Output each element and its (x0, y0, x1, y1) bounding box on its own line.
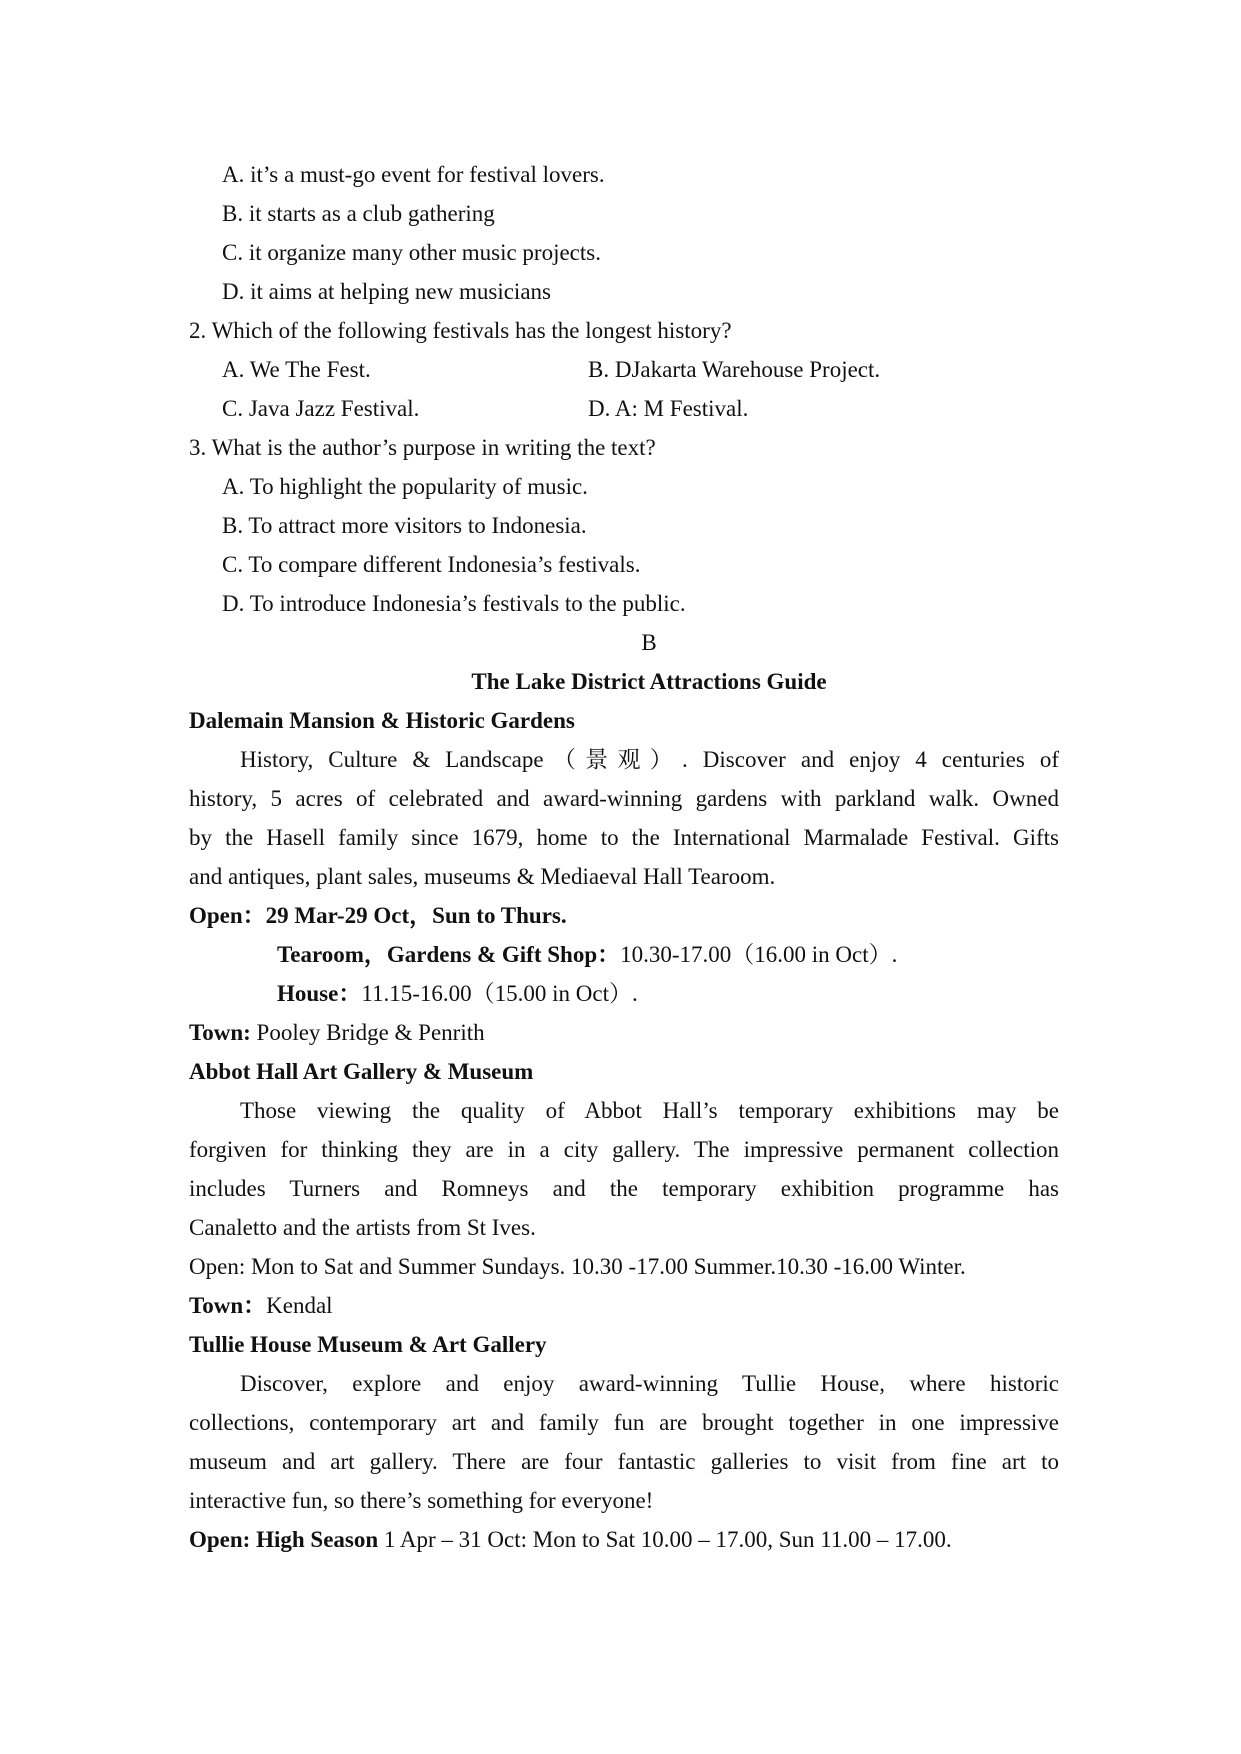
tearoom-label: Tearoom，Gardens & Gift Shop： (277, 942, 621, 967)
q2-option-a: A. We The Fest. (222, 357, 371, 382)
dalemain-open: Open：29 Mar-29 Oct，Sun to Thurs. (189, 903, 567, 928)
tullie-open (189, 1520, 952, 1560)
dalemain-line-3: by the Hasell family since 1679, home to the International Marmalade Festival. Gifts (189, 825, 1059, 850)
abbot-line-2: forgiven for thinking they are in a city gallery. The impressive permanent collection (189, 1137, 1059, 1162)
dalemain-house-hours (277, 974, 638, 1014)
town-value: Kendal (266, 1293, 333, 1318)
town-label: Town: (189, 1020, 251, 1045)
q2-option-d: D. A: M Festival. (588, 396, 749, 421)
tearoom-value: 10.30-17.00（16.00 in Oct）. (620, 942, 898, 967)
dalemain-heading: Dalemain Mansion & Historic Gardens (189, 708, 575, 733)
town-value: Pooley Bridge & Penrith (250, 1020, 485, 1045)
q2-option-b: B. DJakarta Warehouse Project. (588, 357, 881, 382)
tullie-line-4: interactive fun, so there’s something for everyone! (189, 1488, 654, 1513)
abbot-town (189, 1286, 333, 1326)
tullie-line-3: museum and art gallery. There are four fantastic galleries to visit from fine art to (189, 1449, 1059, 1474)
dalemain-line-2: history, 5 acres of celebrated and award-winning gardens with parkland walk. Owned (189, 786, 1059, 811)
abbot-line-3: includes Turners and Romneys and the temporary exhibition programme has (189, 1176, 1059, 1201)
q1-option-b: B. it starts as a club gathering (222, 201, 495, 226)
section-letter: B (641, 630, 657, 655)
abbot-line-4: Canaletto and the artists from St Ives. (189, 1215, 536, 1240)
q1-option-a: A. it’s a must-go event for festival lovers. (222, 162, 605, 187)
q3-option-d: D. To introduce Indonesia’s festivals to the public. (222, 591, 686, 616)
abbot-line-1: Those viewing the quality of Abbot Hall’s temporary exhibitions may be (240, 1098, 1059, 1123)
q3-option-c: C. To compare different Indonesia’s festivals. (222, 552, 641, 577)
dalemain-line-4: and antiques, plant sales, museums & Mediaeval Hall Tearoom. (189, 864, 776, 889)
q3-option-b: B. To attract more visitors to Indonesia. (222, 513, 587, 538)
q3-option-a: A. To highlight the popularity of music. (222, 474, 588, 499)
open-value: 1 Apr – 31 Oct: Mon to Sat 10.00 – 17.00, Sun 11.00 – 17.00. (378, 1527, 952, 1552)
q1-option-d: D. it aims at helping new musicians (222, 279, 551, 304)
tullie-line-2: collections, contemporary art and family fun are brought together in one impressive (189, 1410, 1059, 1435)
q3-stem: 3. What is the author’s purpose in writing the text? (189, 435, 656, 460)
abbot-heading: Abbot Hall Art Gallery & Museum (189, 1059, 534, 1084)
open-label: Open: High Season (189, 1527, 379, 1552)
dalemain-town (189, 1013, 485, 1053)
q2-option-c: C. Java Jazz Festival. (222, 396, 420, 421)
house-label: House： (277, 981, 362, 1006)
dalemain-tearoom-hours (277, 935, 897, 975)
dalemain-line-1: History, Culture & Landscape（景观）. Discover and enjoy 4 centuries of (240, 747, 1059, 772)
q2-stem: 2. Which of the following festivals has the longest history? (189, 318, 732, 343)
tullie-line-1: Discover, explore and enjoy award-winning Tullie House, where historic (240, 1371, 1059, 1396)
town-label: Town： (189, 1293, 267, 1318)
guide-title: The Lake District Attractions Guide (471, 669, 827, 694)
tullie-heading: Tullie House Museum & Art Gallery (189, 1332, 547, 1357)
q1-option-c: C. it organize many other music projects. (222, 240, 601, 265)
abbot-open: Open: Mon to Sat and Summer Sundays. 10.30 -17.00 Summer.10.30 -16.00 Winter. (189, 1254, 966, 1279)
house-value: 11.15-16.00（15.00 in Oct）. (361, 981, 638, 1006)
